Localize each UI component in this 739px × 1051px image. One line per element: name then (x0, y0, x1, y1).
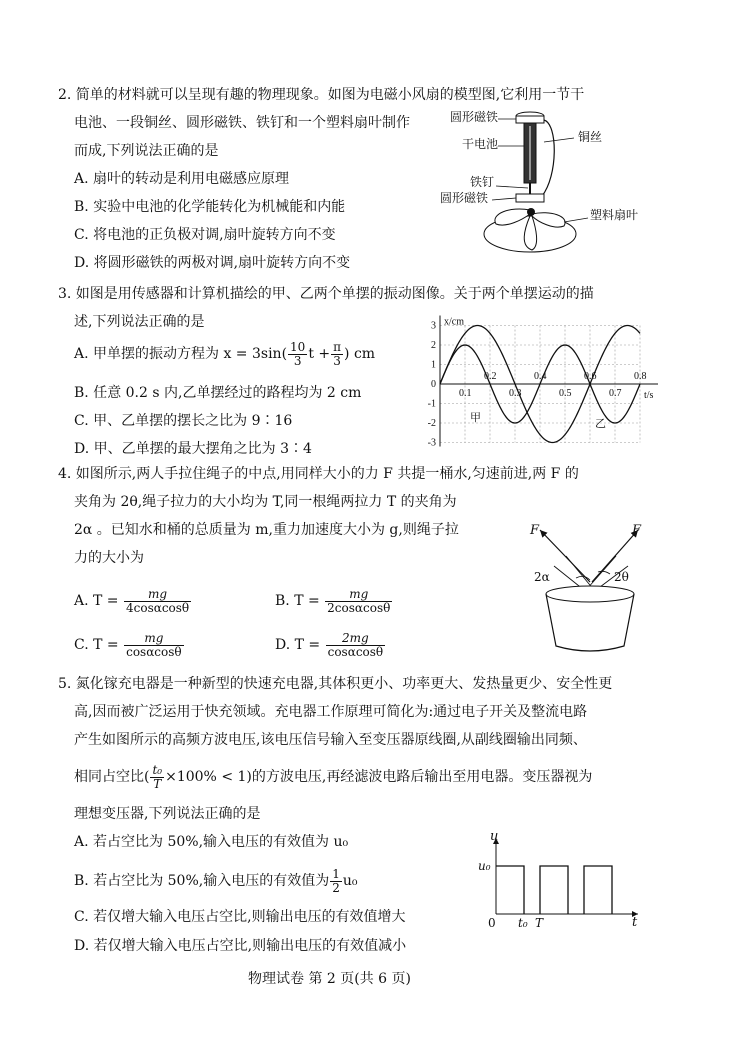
x-axis-label: t/s (644, 390, 654, 401)
q2-option-a: A. 扇叶的转动是利用电磁感应原理 (74, 171, 290, 187)
q3-option-d: D. 甲、乙单摆的最大摆角之比为 3∶4 (74, 441, 312, 457)
wave-label-u: u (490, 829, 499, 844)
q5-b-num: 1 (332, 866, 340, 881)
q3-a-frac1-den: 3 (293, 353, 302, 368)
fan-label-battery: 干电池 (462, 137, 499, 151)
q2-stem-line2: 电池、一段铜丝、圆形磁铁、铁钉和一个塑料扇叶制作 (74, 115, 410, 131)
q4-d-prefix: D. T = (275, 637, 321, 653)
square-wave-figure (476, 830, 646, 934)
pulse-3 (584, 866, 612, 914)
q4-a-frac (124, 588, 191, 615)
x-tick-label: 0.6 (584, 371, 597, 382)
fan-label-copper-wire: 铜丝 (578, 130, 603, 144)
y-tick-label: -1 (427, 398, 436, 410)
q3-a-frac2-num: π (333, 339, 342, 354)
y-tick-label: 2 (431, 340, 436, 351)
chart-axes (440, 316, 658, 447)
q4-b-den: 2cosαcosθ (327, 600, 391, 615)
q4-d-den: cosαcosθ (327, 644, 384, 659)
fan-label-magnet-top: 圆形磁铁 (450, 110, 499, 124)
q2-option-d: D. 将圆形磁铁的两极对调,扇叶旋转方向不变 (74, 255, 351, 271)
q3-a-frac2 (331, 341, 343, 368)
q4-b-num: mg (325, 588, 392, 602)
q3-a-mid: t + (308, 346, 331, 362)
oscillation-chart (418, 308, 654, 460)
fan-label-nail: 铁钉 (470, 175, 495, 189)
q5-duty-frac (150, 764, 164, 791)
bucket-rim (546, 586, 634, 602)
q4-a-den: 4cosαcosθ (125, 600, 190, 615)
q4-stem-line1: 4. 如图所示,两人手拉住绳子的中点,用同样大小的力 F 共提一桶水,匀速前进,两 F 的 (58, 466, 579, 482)
bucket-label-alpha: 2α (534, 570, 550, 584)
q2-option-c: C. 将电池的正负极对调,扇叶旋转方向不变 (74, 227, 336, 243)
q3-a-frac2-den: 3 (333, 353, 341, 368)
x-tick-label: 0.4 (534, 371, 547, 382)
q5-b-suffix: u₀ (342, 873, 358, 889)
q3-a-suffix: ) cm (344, 346, 376, 362)
y-tick-label: -2 (427, 418, 436, 429)
q3-stem-line2: 述,下列说法正确的是 (74, 314, 205, 330)
x-tick-label: 0.3 (509, 388, 522, 399)
page-footer: 物理试卷 第 2 页(共 6 页) (248, 971, 411, 987)
x-tick-label: 0.8 (634, 371, 647, 382)
q4-c-num: mg (124, 632, 184, 646)
q5-option-d: D. 若仅增大输入电压占空比,则输出电压的有效值减小 (74, 938, 407, 954)
x-tick-label: 0.2 (484, 371, 497, 382)
q4-stem-line2: 夹角为 2θ,绳子拉力的大小均为 T,同一根绳两拉力 T 的夹角为 (74, 494, 457, 510)
y-axis-label: x/cm (444, 316, 464, 328)
q4-a-prefix: A. T = (74, 593, 119, 609)
fan-label-blade: 塑料扇叶 (590, 208, 639, 222)
wave-label-u0: u₀ (478, 859, 491, 873)
q5-stem-line5: 理想变压器,下列说法正确的是 (74, 806, 261, 822)
q3-option-a (74, 340, 375, 368)
series-label-jia: 甲 (470, 411, 481, 425)
q5-duty-num: t₀ (152, 762, 163, 777)
q5-b-den: 2 (332, 880, 340, 895)
pulse-1 (496, 866, 524, 914)
q5-stem-line3: 产生如图所示的高频方波电压,该电压信号输入至变压器原线圈,从副线圈输出同频、 (74, 732, 587, 748)
y-tick-label: 0 (431, 379, 436, 390)
q4-c-prefix: C. T = (74, 637, 119, 653)
q5-option-a: A. 若占空比为 50%,输入电压的有效值为 u₀ (74, 834, 349, 850)
pulse-2 (540, 866, 568, 914)
q4-b-frac (325, 588, 392, 615)
q3-a-frac1 (288, 341, 307, 368)
q4-c-frac (124, 632, 184, 659)
fan-label-magnet-bottom: 圆形磁铁 (440, 191, 489, 205)
bucket-body (546, 594, 634, 651)
q5-stem-line4 (74, 762, 592, 792)
q3-option-c: C. 甲、乙单摆的摆长之比为 9∶16 (74, 413, 293, 429)
q3-a-frac1-num: 10 (290, 339, 306, 354)
q2-stem-line3: 而成,下列说法正确的是 (74, 143, 219, 159)
q2-option-b: B. 实验中电池的化学能转化为机械能和内能 (74, 199, 346, 215)
q5-line4-prefix: 相同占空比( (74, 769, 150, 785)
q4-option-b (275, 586, 393, 616)
x-tick-label: 0.5 (559, 388, 572, 399)
q5-stem-line2: 高,因而被广泛运用于快充领域。充电器工作原理可简化为:通过电子开关及整流电路 (74, 704, 588, 720)
q5-option-c: C. 若仅增大输入电压占空比,则输出电压的有效值增大 (74, 909, 406, 925)
q4-c-den: cosαcosθ (126, 644, 182, 659)
bucket-label-f-left: F (530, 523, 540, 538)
q4-option-d (275, 630, 386, 660)
wave-label-t0: t₀ (518, 916, 528, 930)
q4-a-num: mg (124, 588, 191, 602)
wave-label-origin: 0 (488, 916, 496, 930)
q5-line4-suffix: ×100% < 1)的方波电压,再经滤波电路后输出至用电器。变压器视为 (165, 769, 593, 785)
q5-b-prefix: B. 若占空比为 50%,输入电压的有效值为 (74, 873, 330, 889)
series-label-yi: 乙 (595, 416, 606, 430)
q5-stem-line1: 5. 氮化镓充电器是一种新型的快速充电器,其体积更小、功率更大、发热量更少、安全性更 (58, 676, 613, 692)
q4-option-c (74, 630, 185, 660)
q3-stem-line1: 3. 如图是用传感器和计算机描绘的甲、乙两个单摆的振动图像。关于两个单摆运动的描 (58, 286, 594, 302)
y-tick-label: 3 (431, 320, 436, 332)
y-tick-label: 1 (431, 359, 436, 371)
q4-d-num: 2mg (326, 632, 386, 646)
q4-stem-line3: 2α 。已知水和桶的总质量为 m,重力加速度大小为 g,则绳子拉 (74, 522, 459, 538)
copper-wire-shape (542, 120, 554, 196)
x-tick-label: 0.1 (459, 388, 472, 399)
wave-label-t: t (632, 915, 638, 930)
q4-option-a (74, 586, 192, 616)
q3-a-prefix: A. 甲单摆的振动方程为 x = 3sin( (74, 346, 288, 362)
bucket-label-theta: 2θ (614, 570, 629, 584)
q5-duty-den: T (153, 776, 162, 791)
bottom-magnet-shape (516, 194, 544, 202)
q2-stem-line1: 2. 简单的材料就可以呈现有趣的物理现象。如图为电磁小风扇的模型图,它利用一节干 (58, 87, 585, 103)
bucket-label-f-right: F (632, 523, 642, 538)
q5-option-b (74, 866, 358, 896)
q4-stem-line4: 力的大小为 (74, 550, 144, 566)
wave-label-T: T (535, 916, 544, 930)
x-tick-label: 0.7 (609, 388, 622, 399)
q3-option-b: B. 任意 0.2 s 内,乙单摆经过的路程均为 2 cm (74, 385, 362, 401)
q4-d-frac (326, 632, 386, 659)
q5-b-frac (330, 868, 342, 895)
q4-b-prefix: B. T = (275, 593, 320, 609)
y-tick-label: -3 (427, 437, 436, 449)
